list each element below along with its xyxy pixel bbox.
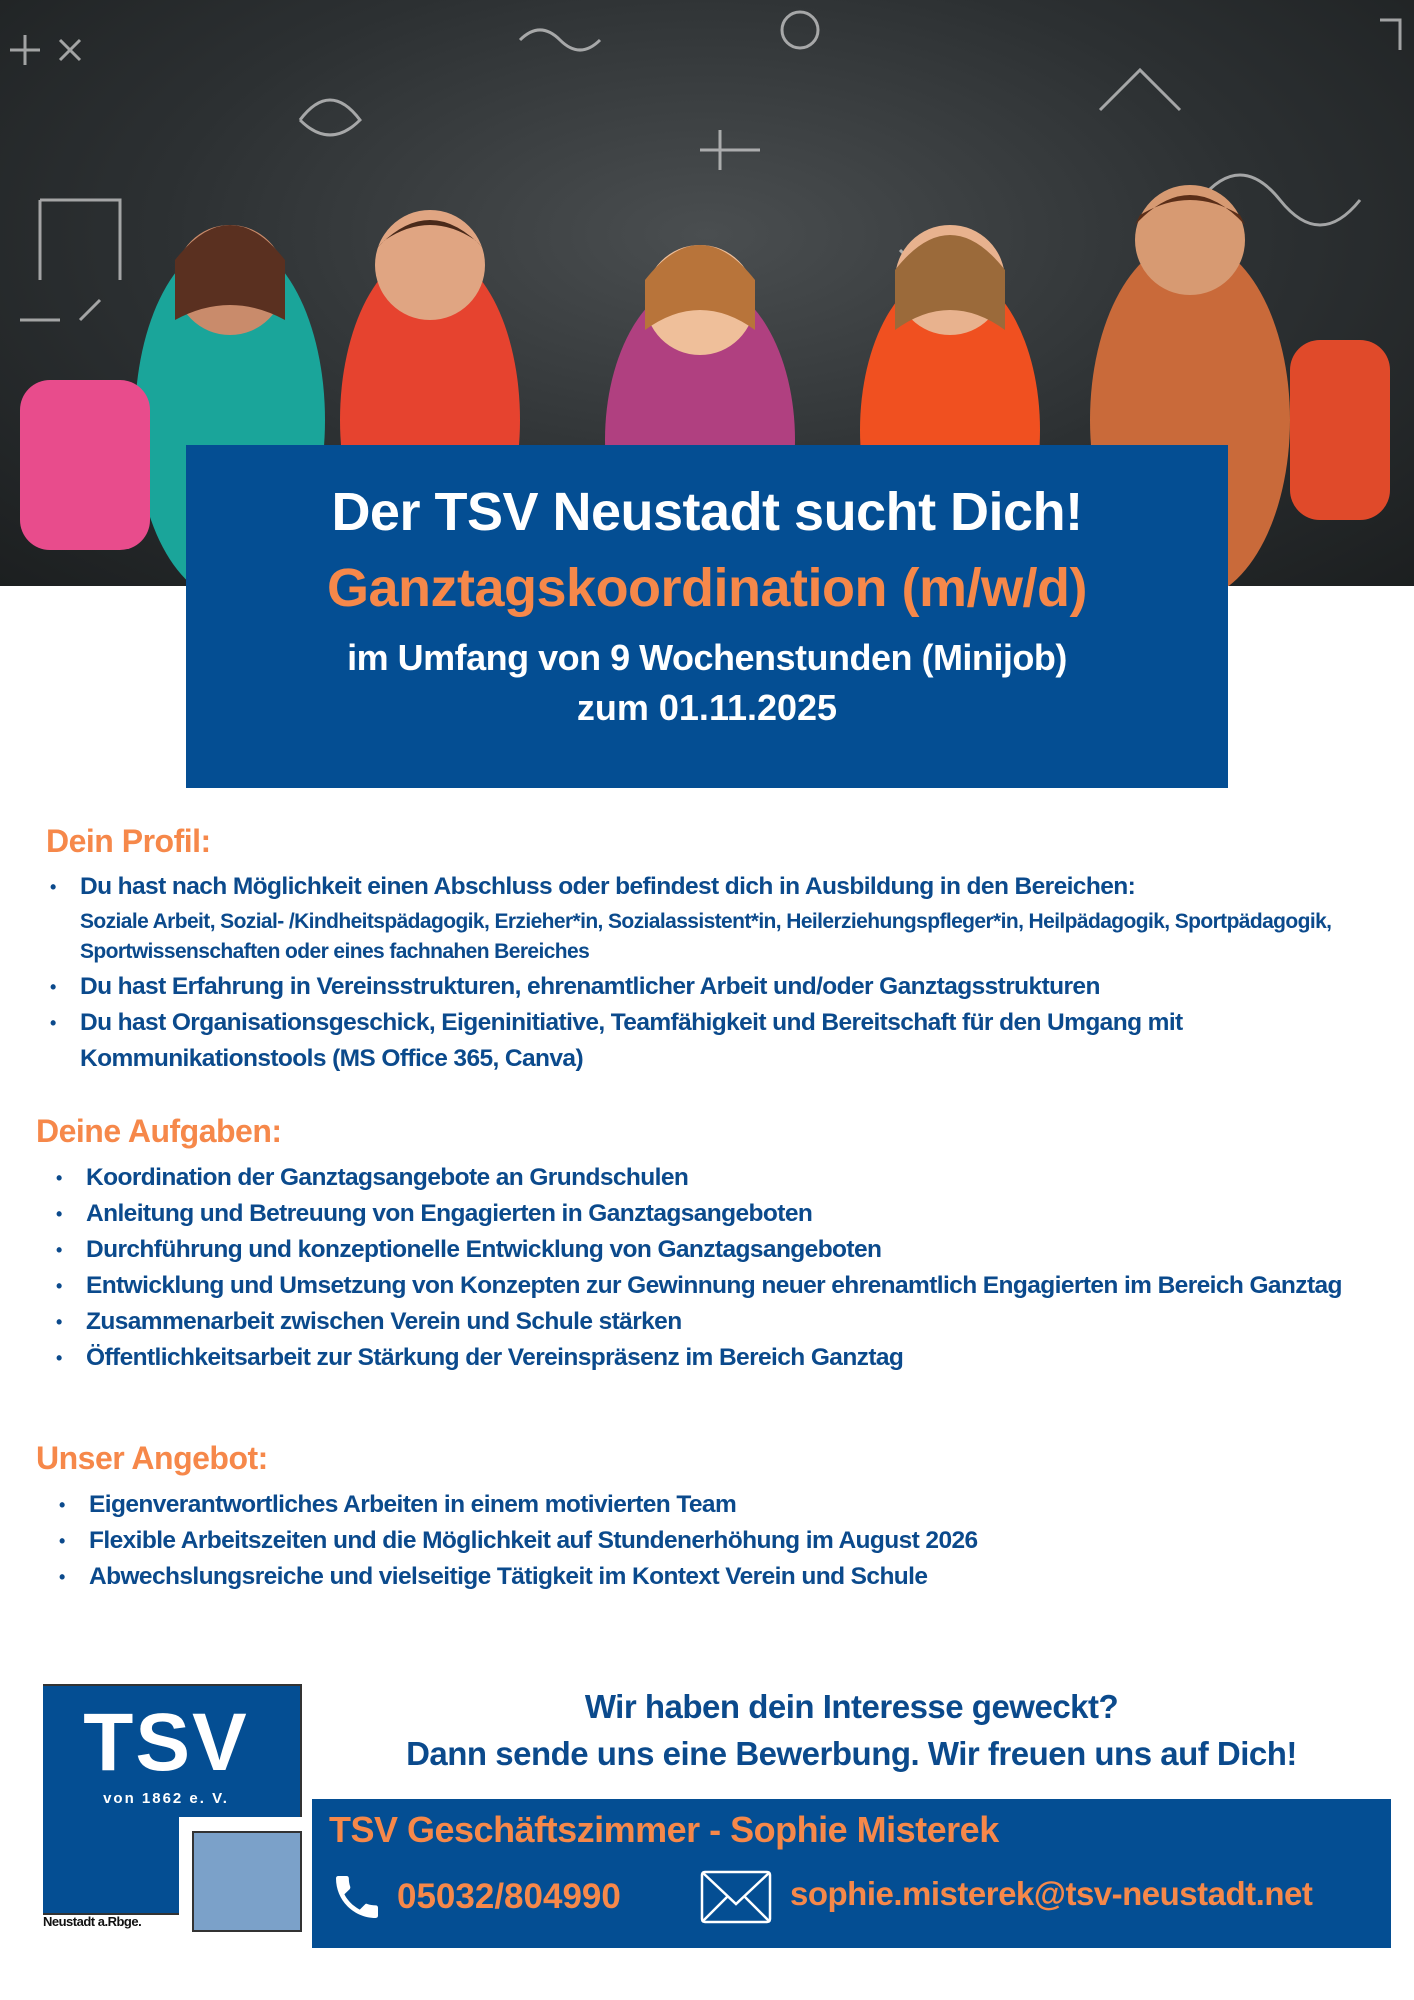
- list-item: [40, 869, 1410, 967]
- contact-email[interactable]: sophie.misterek@tsv-neustadt.net: [790, 1875, 1313, 1912]
- profil-heading: Dein Profil:: [46, 823, 211, 859]
- start-date: zum 01.11.2025: [576, 687, 838, 728]
- phone-icon: [329, 1869, 385, 1925]
- list-item: • Eigenverantwortliches Arbeiten in einem motivierten Team: [49, 1487, 1379, 1523]
- tsv-logo: [43, 1684, 302, 1932]
- list-item: • Du hast Organisationsgeschick, Eigeninitiative, Teamfähigkeit und Bereitschaft für den Umgang mit Kommunikationstools (MS Office 365, Canva): [40, 1005, 1290, 1077]
- cta-line-1: Wir haben dein Interesse geweckt?: [584, 1688, 1119, 1725]
- list-item: • Zusammenarbeit zwischen Verein und Schule stärken: [46, 1304, 1376, 1340]
- list-item: • Flexible Arbeitszeiten und die Möglichkeit auf Stundenerhöhung im August 2026: [49, 1523, 1379, 1559]
- profil-list: [40, 869, 1410, 1077]
- angebot-heading: Unser Angebot:: [36, 1440, 268, 1476]
- headline: Der TSV Neustadt sucht Dich!: [331, 482, 1083, 542]
- contact-phone[interactable]: 05032/804990: [397, 1877, 621, 1916]
- call-to-action: [312, 1683, 1391, 1777]
- cta-line-2: Dann sende uns eine Bewerbung. Wir freuen uns auf Dich!: [406, 1735, 1297, 1772]
- list-item: • Abwechslungsreiche und vielseitige Tätigkeit im Kontext Verein und Schule: [49, 1559, 1379, 1595]
- item-text: Du hast nach Möglichkeit einen Abschluss oder befindest dich in Ausbildung in den Bereichen:: [80, 873, 1136, 900]
- list-item: • Anleitung und Betreuung von Engagierten in Ganztagsangeboten: [46, 1196, 1376, 1232]
- position-title: Ganztagskoordination (m/w/d): [326, 558, 1087, 618]
- logo-since: von 1862 e. V.: [103, 1790, 229, 1807]
- envelope-icon: [700, 1870, 772, 1924]
- list-item: • Du hast Erfahrung in Vereinsstrukturen, ehrenamtlicher Arbeit und/oder Ganztagsstrukturen: [40, 969, 1410, 1005]
- contact-box: [312, 1799, 1391, 1948]
- list-item: • Durchführung und konzeptionelle Entwicklung von Ganztagsangeboten: [46, 1232, 1376, 1268]
- aufgaben-heading: Deine Aufgaben:: [36, 1113, 282, 1149]
- work-scope: im Umfang von 9 Wochenstunden (Minijob): [347, 637, 1067, 678]
- list-item: • Entwicklung und Umsetzung von Konzepten zur Gewinnung neuer ehrenamtlich Engagierten im Bereich Ganztag: [46, 1268, 1376, 1304]
- logo-name: TSV: [83, 1697, 249, 1788]
- list-item: • Koordination der Ganztagsangebote an Grundschulen: [46, 1160, 1376, 1196]
- item-detail: Soziale Arbeit, Sozial- /Kindheitspädagogik, Erzieher*in, Sozialassistent*in, Heilerziehungspfleger*in, Heilpädagogik, Sportpädagogik, Sportwissenschaften oder eines fachnahen Bereiches: [80, 910, 1332, 963]
- list-item: • Öffentlichkeitsarbeit zur Stärkung der Vereinspräsenz im Bereich Ganztag: [46, 1340, 1376, 1376]
- angebot-list: [49, 1487, 1379, 1595]
- aufgaben-list: [46, 1160, 1376, 1376]
- job-title-banner: [186, 445, 1228, 788]
- logo-place: Neustadt a.Rbge.: [43, 1914, 142, 1929]
- contact-name: TSV Geschäftszimmer - Sophie Misterek: [329, 1809, 999, 1850]
